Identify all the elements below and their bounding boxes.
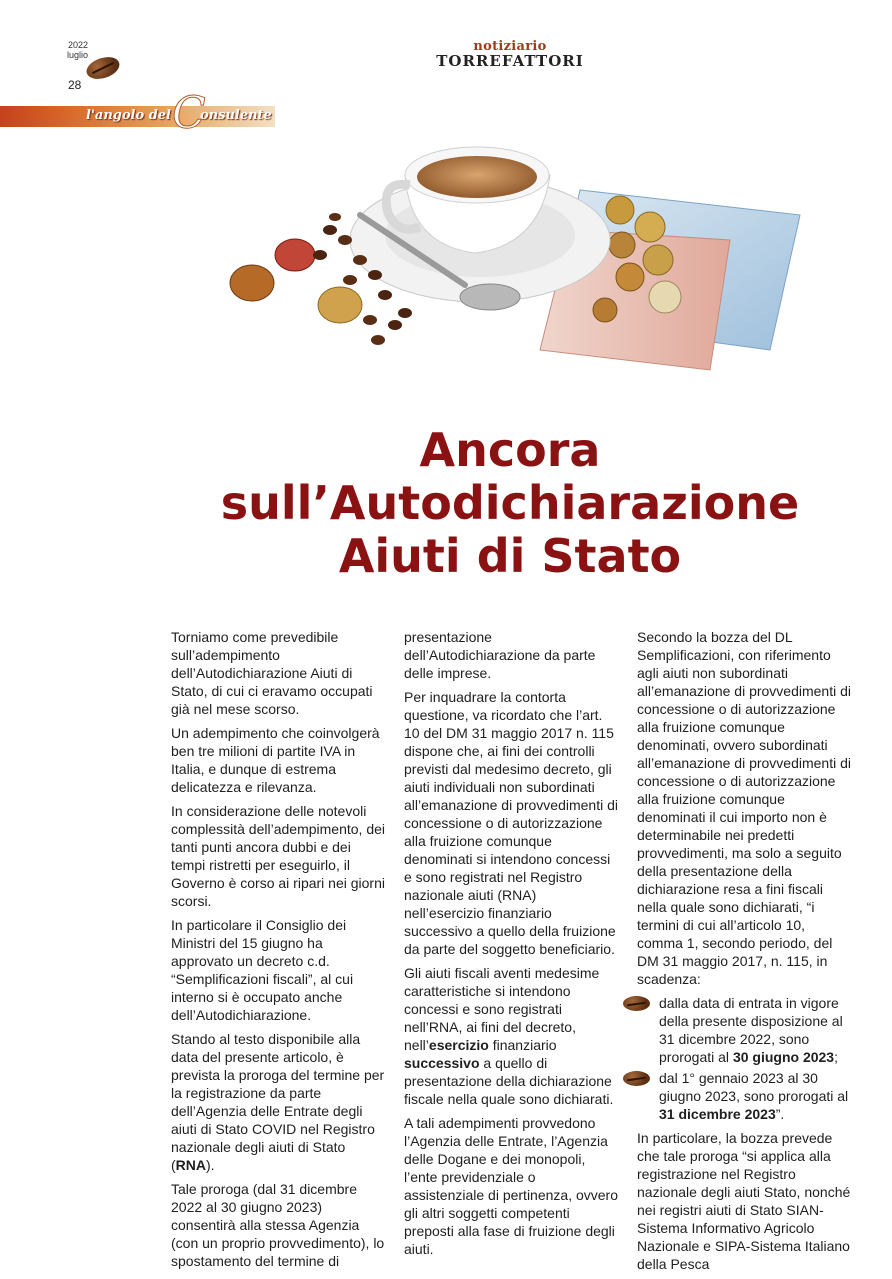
article-title [150, 424, 870, 583]
title-line-3: Aiuti di Stato [338, 529, 682, 583]
paragraph: Torniamo come prevedibile sull’adempimento dell’Autodichiarazione Aiuti di Stato, di cui ci eravamo occupati già nel mese scorso. [171, 629, 373, 717]
coffee-bean-icon [623, 996, 650, 1011]
text-span: Stando al testo disponibile alla data del presente articolo, è prevista la proroga del termine per la registrazione da parte dell’Agenzia delle Entrate degli aiuti di Stato COVID nel Registro nazionale degli aiuti di Stato ( [171, 1031, 385, 1173]
bullet-item [637, 994, 853, 1066]
text-span: ; [834, 1049, 838, 1065]
masthead-small: notiziario [473, 39, 547, 54]
bold-text: 31 dicembre 2023 [659, 1106, 776, 1122]
section-initial: C [172, 88, 206, 139]
column-3 [637, 628, 853, 1279]
paragraph: Secondo la bozza del DL Semplificazioni, con riferimento agli aiuti non subordinati all’emanazione di provvedimenti di concessione o di autorizzazione alla fruizione comunque denominati, ovvero subordinati all’emanazione di provvedimenti di concessione o di autorizzazione alla fruizione comunque denominati il cui importo non è determinabile nei predetti provvedimenti, ma solo a seguito della presentazione della dichiarazione resa a fini fiscali nella quale sono dichiarati, “i termini di cui all’articolo 10, comma 1, secondo periodo, del DM 31 maggio 2017, n. 115, in scadenza: [637, 629, 852, 987]
text-span: Gli aiuti fiscali aventi medesime caratteristiche si intendono concessi e sono registrati nell’RNA, ai fini del decreto, nell’ [404, 965, 600, 1053]
section-label-post: onsulente [200, 108, 272, 123]
paragraph: In particolare il Consiglio dei Ministri del 15 giugno ha approvato un decreto c.d. “Semplificazioni fiscali”, al cui interno si è occupato anche dell’Autodichiarazione. [171, 917, 354, 1023]
paragraph: In particolare, la bozza prevede che tale proroga “si applica alla registrazione nel Registro nazionale degli aiuti Stato, nonché nei registri aiuti di Stato SIAN-Sistema Informativo Agricolo Nazionale e SIPA-Sistema Italiano della Pesca [637, 1130, 851, 1272]
bold-text: esercizio [428, 1037, 489, 1053]
paragraph: presentazione dell’Autodichiarazione da parte delle imprese. [404, 629, 596, 681]
issue-date [62, 40, 88, 60]
column-1 [171, 628, 385, 1276]
coffee-photo [210, 135, 810, 405]
paragraph: Tale proroga (dal 31 dicembre 2022 al 30 giugno 2023) consentirà alla stessa Agenzia (con un proprio provvedimento), lo spostamento del termine di [171, 1181, 385, 1269]
text-span: ). [206, 1157, 215, 1173]
coffee-bean-icon [84, 53, 123, 83]
paragraph: A tali adempimenti provvedono l’Agenzia delle Entrate, l’Agenzia delle Dogane e dei monopoli, l’ente previdenziale o assistenziale di pertinenza, ovvero gli altri soggetti competenti preposti alla fase di fruizione degli aiuti. [404, 1115, 619, 1257]
paragraph: In considerazione delle notevoli complessità dell’adempimento, dei tanti punti ancora dubbi e dei tempi ristretti per eseguirlo, il Governo è corso ai ripari nei giorni scorsi. [171, 803, 385, 909]
section-label [86, 108, 171, 123]
text-span: a quello di presentazione della dichiarazione fiscale nella quale sono dichiarati. [404, 1055, 614, 1107]
masthead-big: TORREFATTORI [436, 52, 584, 70]
issue-month: luglio [66, 50, 88, 60]
bold-text: 30 giugno 2023 [732, 1049, 835, 1065]
section-label-pre: l'angolo del [86, 108, 171, 123]
text-span: ”. [775, 1106, 785, 1122]
coffee-capsules [230, 239, 362, 323]
paragraph [171, 1030, 385, 1174]
text-span: dalla data di entrata in vigore della presente disposizione al 31 dicembre 2022, sono prorogati al [659, 995, 843, 1065]
text-span: dal 1° gennaio 2023 al 30 giugno 2023, sono prorogati al [659, 1070, 849, 1104]
coffee-bean-icon [623, 1071, 650, 1086]
title-line-2: sull’Autodichiarazione [220, 476, 800, 530]
paragraph [404, 964, 618, 1108]
bold-text: successivo [404, 1055, 480, 1071]
text-span: finanziario [488, 1037, 557, 1053]
issue-year: 2022 [67, 40, 88, 50]
paragraph: Un adempimento che coinvolgerà ben tre milioni di partite IVA in Italia, e dunque di estrema delicatezza e rilevanza. [171, 725, 380, 795]
column-2 [404, 628, 618, 1264]
magazine-masthead [420, 40, 600, 69]
paragraph: Per inquadrare la contorta questione, va ricordato che l’art. 10 del DM 31 maggio 2017 n. 115 dispone che, ai fini dei controlli previsti dal medesimo decreto, gli aiuti individuali non subordinati all’emanazione di provvedimenti di concessione o di autorizzazione alla fruizione comunque denominati si intendono concessi e sono registrati nel Registro nazionale aiuti (RNA) nell’esercizio finanziario successivo a quello della fruizione da parte del soggetto beneficiario. [404, 689, 619, 957]
page-number: 28 [68, 78, 82, 92]
bold-text: RNA [175, 1157, 207, 1173]
title-line-1: Ancora [419, 423, 601, 477]
bullet-item [637, 1069, 853, 1123]
